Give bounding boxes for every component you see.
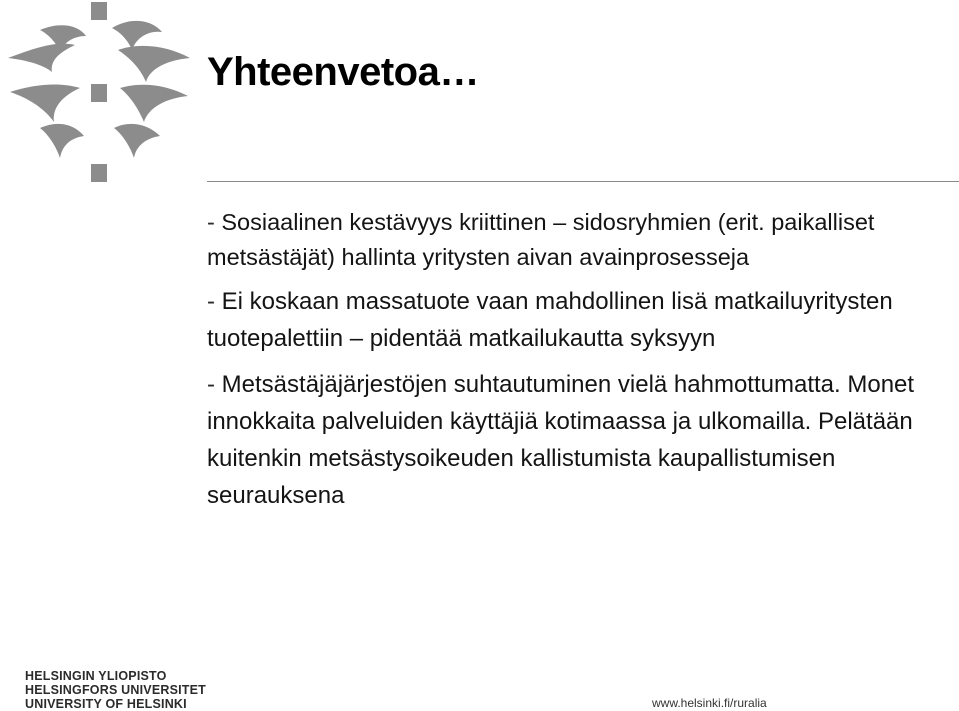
- slide-body: [207, 205, 952, 523]
- university-wordmark: [25, 669, 206, 711]
- title-divider: [207, 181, 959, 182]
- bullet-item: [207, 205, 952, 275]
- bullet-dash: -: [207, 209, 222, 235]
- bullet-item: [207, 283, 952, 357]
- bullet-text: Ei koskaan massatuote vaan mahdollinen lisä matkailuyritysten tuotepalettiin – pidentää matkailukautta syksyyn: [207, 288, 893, 352]
- bullet-text: Sosiaalinen kestävyys kriittinen – sidosryhmien (erit. paikalliset metsästäjät) hallinta yritysten aivan avainprosesseja: [207, 209, 875, 270]
- university-name-sv: HELSINGFORS UNIVERSITET: [25, 683, 207, 697]
- university-name-en: UNIVERSITY OF HELSINKI: [25, 697, 187, 711]
- bullet-text: Metsästäjäjärjestöjen suhtautuminen vielä hahmottumatta. Monet innokkaita palveluiden käyttäjiä kotimaassa ja ulkomailla. Pelätään kuitenkin metsästysoikeuden kallistumista kaupallistumisen seurauksena: [207, 371, 915, 509]
- bullet-item: [207, 366, 952, 514]
- bullet-dash: -: [207, 371, 222, 398]
- bullet-dash: -: [207, 288, 222, 315]
- university-name-fi: HELSINGIN YLIOPISTO: [25, 669, 167, 683]
- slide-title: Yhteenvetoa…: [207, 50, 479, 94]
- footer-url: www.helsinki.fi/ruralia: [652, 696, 767, 710]
- university-logo-icon: [0, 0, 200, 190]
